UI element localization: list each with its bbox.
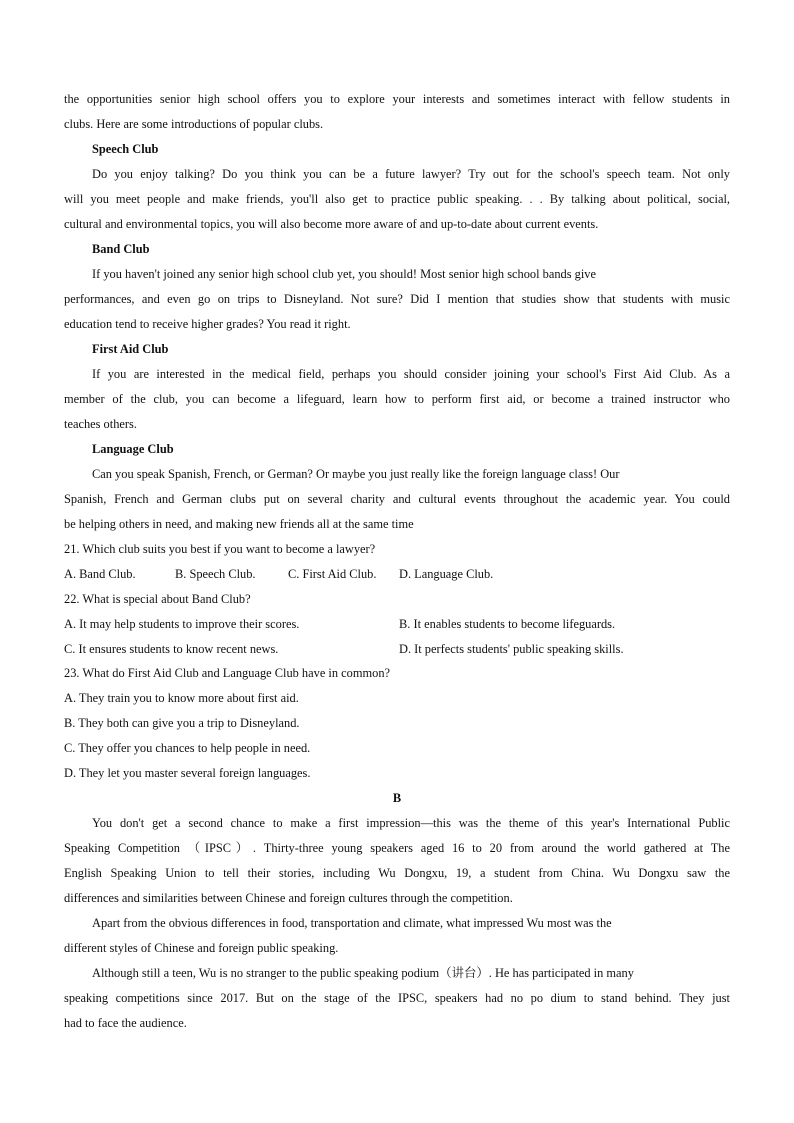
option-d[interactable]: D. Language Club. <box>399 567 494 581</box>
club-text-line: will you meet people and make friends, you'll also get to practice public speaking. . . By talking about political, social, <box>64 192 730 206</box>
option-c[interactable]: C. They offer you chances to help people in need. <box>64 741 311 755</box>
passage-b-line: Apart from the obvious differences in food, transportation and climate, what impressed Wu most was the <box>92 916 612 930</box>
club-heading-speech: Speech Club <box>92 142 159 156</box>
question-stem-21: 21. Which club suits you best if you want to become a lawyer? <box>64 542 376 556</box>
club-text-line: education tend to receive higher grades? You read it right. <box>64 317 351 331</box>
club-text-line: Do you enjoy talking? Do you think you can be a future lawyer? Try out for the school's speech team. Not only <box>92 167 730 181</box>
section-heading-b: B <box>392 791 402 805</box>
club-text-line: member of the club, you can become a lifeguard, learn how to perform first aid, or become a trained instructor who <box>64 392 730 406</box>
question-stem-22: 22. What is special about Band Club? <box>64 592 251 606</box>
passage-b-line: English Speaking Union to tell their stories, including Wu Dongxu, 19, a student from China. Wu Dongxu saw the <box>64 866 730 880</box>
question-options-22 <box>64 616 730 632</box>
club-text-line: Can you speak Spanish, French, or German? Or maybe you just really like the foreign language class! Our <box>92 467 620 481</box>
option-a[interactable]: A. Band Club. <box>64 567 136 581</box>
passage-b-line: You don't get a second chance to make a first impression—this was the theme of this year's International Public <box>92 816 730 830</box>
question-options-21 <box>64 566 730 582</box>
option-d[interactable]: D. It perfects students' public speaking skills. <box>399 642 624 656</box>
option-d[interactable]: D. They let you master several foreign languages. <box>64 766 311 780</box>
option-b[interactable]: B. It enables students to become lifeguards. <box>399 617 616 631</box>
question-options-22 <box>64 641 730 657</box>
option-a[interactable]: A. It may help students to improve their scores. <box>64 617 300 631</box>
club-text-line: performances, and even go on trips to Disneyland. Not sure? Did I mention that studies show that students with music <box>64 292 730 306</box>
club-text-line: be helping others in need, and making new friends all at the same time <box>64 517 414 531</box>
question-stem-23: 23. What do First Aid Club and Language Club have in common? <box>64 666 391 680</box>
option-c[interactable]: C. It ensures students to know recent news. <box>64 642 279 656</box>
passage-b-line: Speaking Competition （IPSC）. Thirty-three young speakers aged 16 to 20 from around the world gathered at The <box>64 841 730 855</box>
option-a[interactable]: A. They train you to know more about first aid. <box>64 691 299 705</box>
club-text-line: teaches others. <box>64 417 137 431</box>
option-b[interactable]: B. They both can give you a trip to Disneyland. <box>64 716 300 730</box>
intro-line: the opportunities senior high school offers you to explore your interests and sometimes interact with fellow students in <box>64 92 730 106</box>
option-c[interactable]: C. First Aid Club. <box>288 567 377 581</box>
option-b[interactable]: B. Speech Club. <box>175 567 256 581</box>
club-heading-first-aid: First Aid Club <box>92 342 169 356</box>
passage-b-line: differences and similarities between Chinese and foreign cultures through the competition. <box>64 891 513 905</box>
passage-b-line: different styles of Chinese and foreign public speaking. <box>64 941 339 955</box>
intro-line: clubs. Here are some introductions of popular clubs. <box>64 117 324 131</box>
club-text-line: Spanish, French and German clubs put on several charity and cultural events throughout the academic year. You could <box>64 492 730 506</box>
passage-b-line: had to face the audience. <box>64 1016 187 1030</box>
passage-b-line: speaking competitions since 2017. But on the stage of the IPSC, speakers had no po dium to stand behind. They just <box>64 991 730 1005</box>
club-text-line: If you are interested in the medical field, perhaps you should consider joining your school's First Aid Club. As a <box>92 367 730 381</box>
club-text-line: If you haven't joined any senior high school club yet, you should! Most senior high school bands give <box>92 267 596 281</box>
club-text-line: cultural and environmental topics, you will also become more aware of and up-to-date about current events. <box>64 217 599 231</box>
club-heading-language: Language Club <box>92 442 174 456</box>
club-heading-band: Band Club <box>92 242 150 256</box>
passage-b-line: Although still a teen, Wu is no stranger to the public speaking podium（讲台）. He has participated in many <box>92 966 634 980</box>
